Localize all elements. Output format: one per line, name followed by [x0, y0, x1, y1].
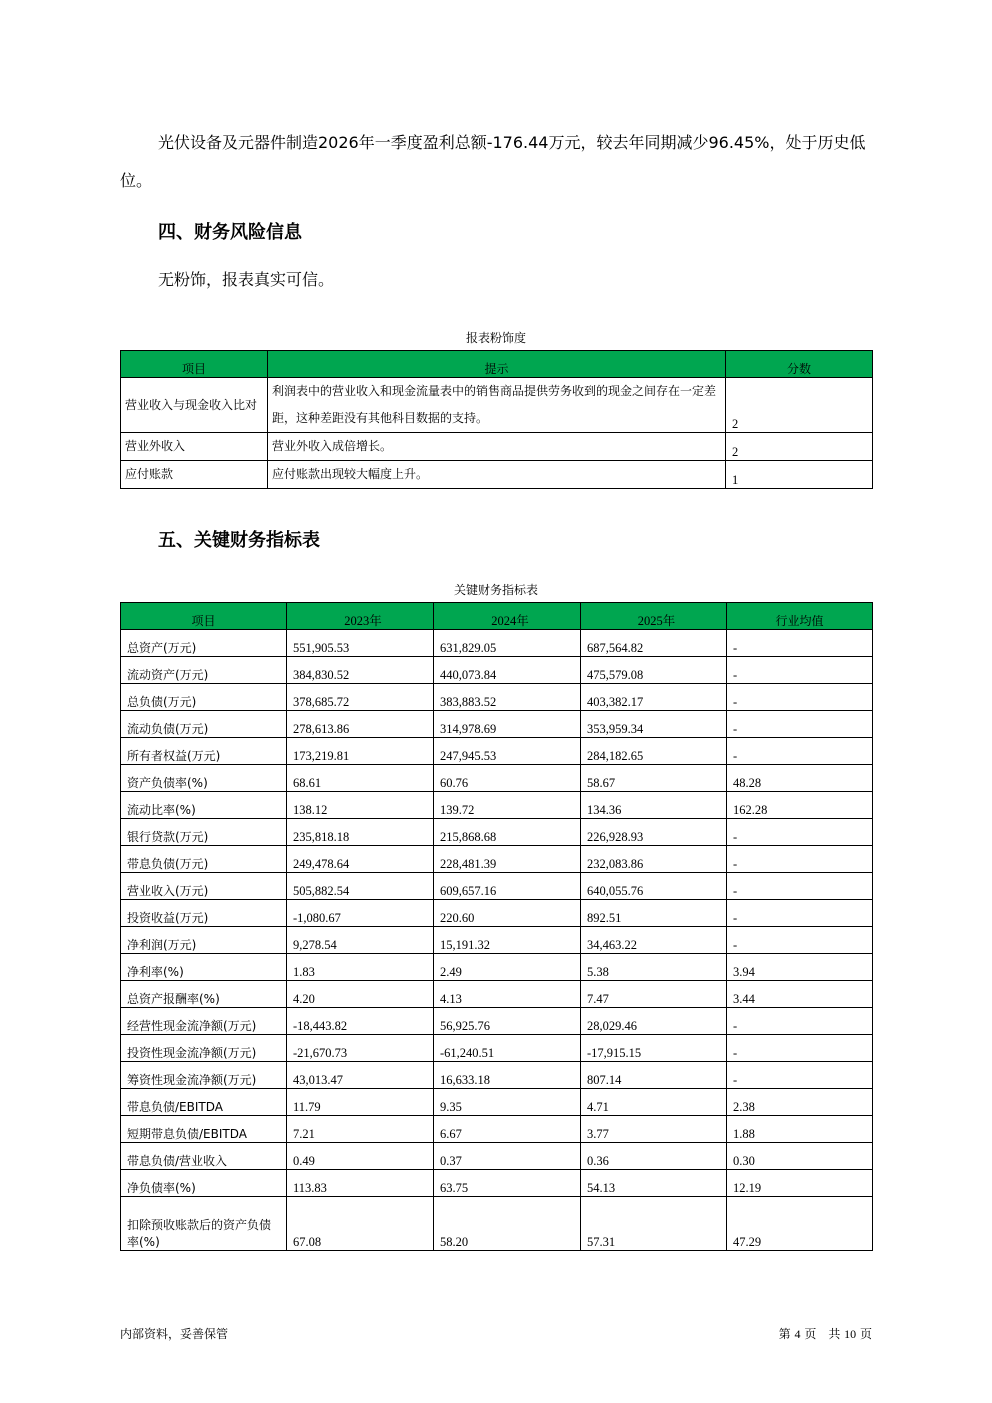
footer-page-current: 4 [794, 1327, 801, 1341]
kpi-header-2023: 2023年 [287, 603, 434, 630]
kpi-header-2024: 2024年 [434, 603, 581, 630]
risk-item-cell: 营业外收入 [121, 433, 268, 461]
kpi-2023-cell: 505,882.54 [287, 873, 434, 900]
kpi-item-cell: 投资收益(万元) [121, 900, 287, 927]
kpi-table-row [121, 819, 873, 846]
kpi-table-row [121, 1089, 873, 1116]
kpi-item-cell: 带息负债/营业收入 [121, 1143, 287, 1170]
kpi-table-row [121, 657, 873, 684]
risk-tip-cell: 利润表中的营业收入和现金流量表中的销售商品提供劳务收到的现金之间存在一定差距，这种差距没有其他科目数据的支持。 [268, 378, 726, 433]
kpi-2025-cell: 3.77 [581, 1116, 727, 1143]
kpi-industry-avg-cell: 48.28 [727, 765, 873, 792]
kpi-2025-cell: 4.71 [581, 1089, 727, 1116]
kpi-industry-avg-cell: 162.28 [727, 792, 873, 819]
kpi-table-header-row [121, 603, 873, 630]
kpi-table-row [121, 927, 873, 954]
kpi-2024-cell: 58.20 [434, 1197, 581, 1251]
footer-page-total: 10 [844, 1327, 857, 1341]
kpi-2023-cell: 67.08 [287, 1197, 434, 1251]
kpi-item-cell: 扣除预收账款后的资产负债率(%) [121, 1197, 287, 1251]
risk-score-cell: 2 [726, 378, 873, 433]
kpi-item-cell: 投资性现金流净额(万元) [121, 1035, 287, 1062]
kpi-item-cell: 净利润(万元) [121, 927, 287, 954]
kpi-item-cell: 流动资产(万元) [121, 657, 287, 684]
risk-table-caption: 报表粉饰度 [465, 331, 526, 345]
footer-page-prefix: 第 [778, 1327, 791, 1341]
kpi-2025-cell: 0.36 [581, 1143, 727, 1170]
kpi-2023-cell: 278,613.86 [287, 711, 434, 738]
risk-header-item: 项目 [121, 351, 268, 378]
kpi-table-row [121, 873, 873, 900]
kpi-2025-cell: 226,928.93 [581, 819, 727, 846]
kpi-item-cell: 流动比率(%) [121, 792, 287, 819]
kpi-industry-avg-cell: - [727, 927, 873, 954]
kpi-2024-cell: 314,978.69 [434, 711, 581, 738]
kpi-2025-cell: 134.36 [581, 792, 727, 819]
kpi-2025-cell: 892.51 [581, 900, 727, 927]
kpi-2023-cell: 4.20 [287, 981, 434, 1008]
kpi-industry-avg-cell: 0.30 [727, 1143, 873, 1170]
kpi-2024-cell: 2.49 [434, 954, 581, 981]
footer-page-mid: 页 共 [804, 1327, 841, 1341]
kpi-industry-avg-cell: 12.19 [727, 1170, 873, 1197]
kpi-2024-cell: 4.13 [434, 981, 581, 1008]
kpi-2023-cell: 384,830.52 [287, 657, 434, 684]
kpi-item-cell: 净利率(%) [121, 954, 287, 981]
kpi-industry-avg-cell: - [727, 1062, 873, 1089]
kpi-2025-cell: -17,915.15 [581, 1035, 727, 1062]
kpi-2023-cell: -18,443.82 [287, 1008, 434, 1035]
kpi-2024-cell: 6.67 [434, 1116, 581, 1143]
footer-confidential-note: 内部资料，妥善保管 [120, 1327, 229, 1341]
risk-item-cell: 应付账款 [121, 461, 268, 489]
kpi-2023-cell: 173,219.81 [287, 738, 434, 765]
kpi-industry-avg-cell: - [727, 900, 873, 927]
kpi-table-caption: 关键财务指标表 [453, 583, 538, 597]
kpi-item-cell: 总资产报酬率(%) [121, 981, 287, 1008]
kpi-industry-avg-cell: - [727, 819, 873, 846]
kpi-2025-cell: 54.13 [581, 1170, 727, 1197]
kpi-2023-cell: 9,278.54 [287, 927, 434, 954]
kpi-2023-cell: 1.83 [287, 954, 434, 981]
kpi-item-cell: 营业收入(万元) [121, 873, 287, 900]
kpi-table-row [121, 846, 873, 873]
kpi-industry-avg-cell: 1.88 [727, 1116, 873, 1143]
kpi-table-row [121, 1008, 873, 1035]
kpi-header-2025: 2025年 [581, 603, 727, 630]
kpi-2025-cell: 28,029.46 [581, 1008, 727, 1035]
kpi-table-row [121, 1035, 873, 1062]
kpi-2023-cell: 11.79 [287, 1089, 434, 1116]
kpi-table-row [121, 954, 873, 981]
kpi-item-cell: 资产负债率(%) [121, 765, 287, 792]
kpi-2025-cell: 807.14 [581, 1062, 727, 1089]
kpi-table-row [121, 792, 873, 819]
kpi-2024-cell: 228,481.39 [434, 846, 581, 873]
kpi-item-cell: 经营性现金流净额(万元) [121, 1008, 287, 1035]
kpi-2024-cell: 440,073.84 [434, 657, 581, 684]
kpi-2025-cell: 232,083.86 [581, 846, 727, 873]
kpi-table-row [121, 981, 873, 1008]
kpi-industry-avg-cell: - [727, 846, 873, 873]
footer-page-number [779, 1325, 872, 1342]
risk-score-cell: 1 [726, 461, 873, 489]
kpi-item-cell: 总资产(万元) [121, 630, 287, 657]
kpi-2024-cell: -61,240.51 [434, 1035, 581, 1062]
kpi-industry-avg-cell: - [727, 873, 873, 900]
kpi-2023-cell: 113.83 [287, 1170, 434, 1197]
kpi-table [120, 602, 873, 1251]
kpi-2023-cell: 249,478.64 [287, 846, 434, 873]
risk-table-row [121, 433, 873, 461]
kpi-item-cell: 银行贷款(万元) [121, 819, 287, 846]
kpi-item-cell: 短期带息负债/EBITDA [121, 1116, 287, 1143]
kpi-2023-cell: 378,685.72 [287, 684, 434, 711]
kpi-item-cell: 带息负债(万元) [121, 846, 287, 873]
kpi-industry-avg-cell: 3.44 [727, 981, 873, 1008]
kpi-table-row [121, 630, 873, 657]
kpi-industry-avg-cell: - [727, 1008, 873, 1035]
kpi-2024-cell: 220.60 [434, 900, 581, 927]
section-heading-financial-risk: 四、财务风险信息 [158, 222, 302, 243]
kpi-2023-cell: 7.21 [287, 1116, 434, 1143]
kpi-item-cell: 筹资性现金流净额(万元) [121, 1062, 287, 1089]
kpi-table-row [121, 738, 873, 765]
kpi-2023-cell: 68.61 [287, 765, 434, 792]
kpi-industry-avg-cell: - [727, 738, 873, 765]
kpi-2024-cell: 60.76 [434, 765, 581, 792]
kpi-2023-cell: 138.12 [287, 792, 434, 819]
kpi-2025-cell: 7.47 [581, 981, 727, 1008]
kpi-header-item: 项目 [121, 603, 287, 630]
risk-summary: 无粉饰，报表真实可信。 [158, 270, 335, 289]
kpi-2024-cell: 0.37 [434, 1143, 581, 1170]
kpi-2023-cell: 43,013.47 [287, 1062, 434, 1089]
section-heading-key-indicators: 五、关键财务指标表 [158, 530, 320, 551]
kpi-industry-avg-cell: - [727, 657, 873, 684]
kpi-2025-cell: 57.31 [581, 1197, 727, 1251]
kpi-2025-cell: 5.38 [581, 954, 727, 981]
kpi-header-industry-avg: 行业均值 [727, 603, 873, 630]
kpi-2023-cell: 235,818.18 [287, 819, 434, 846]
kpi-2025-cell: 284,182.65 [581, 738, 727, 765]
risk-table-header-row [121, 351, 873, 378]
kpi-industry-avg-cell: - [727, 630, 873, 657]
kpi-item-cell: 净负债率(%) [121, 1170, 287, 1197]
kpi-2024-cell: 15,191.32 [434, 927, 581, 954]
kpi-table-row [121, 684, 873, 711]
risk-tip-cell: 营业外收入成倍增长。 [268, 433, 726, 461]
kpi-2024-cell: 16,633.18 [434, 1062, 581, 1089]
kpi-2023-cell: -1,080.67 [287, 900, 434, 927]
risk-header-tip: 提示 [268, 351, 726, 378]
kpi-2024-cell: 215,868.68 [434, 819, 581, 846]
kpi-2024-cell: 56,925.76 [434, 1008, 581, 1035]
kpi-table-row [121, 1197, 873, 1251]
kpi-item-cell: 所有者权益(万元) [121, 738, 287, 765]
kpi-item-cell: 总负债(万元) [121, 684, 287, 711]
kpi-industry-avg-cell: - [727, 684, 873, 711]
kpi-2024-cell: 383,883.52 [434, 684, 581, 711]
kpi-industry-avg-cell: - [727, 1035, 873, 1062]
kpi-industry-avg-cell: 3.94 [727, 954, 873, 981]
risk-score-cell: 2 [726, 433, 873, 461]
kpi-table-row [121, 1062, 873, 1089]
kpi-industry-avg-cell: 2.38 [727, 1089, 873, 1116]
risk-table-row [121, 378, 873, 433]
kpi-table-row [121, 711, 873, 738]
kpi-2024-cell: 139.72 [434, 792, 581, 819]
kpi-2023-cell: -21,670.73 [287, 1035, 434, 1062]
risk-table [120, 350, 873, 489]
kpi-2025-cell: 353,959.34 [581, 711, 727, 738]
risk-tip-cell: 应付账款出现较大幅度上升。 [268, 461, 726, 489]
kpi-table-row [121, 1143, 873, 1170]
footer-page-suffix: 页 [859, 1327, 872, 1341]
kpi-table-row [121, 1170, 873, 1197]
risk-table-row [121, 461, 873, 489]
kpi-table-row [121, 900, 873, 927]
kpi-table-row [121, 1116, 873, 1143]
kpi-2024-cell: 247,945.53 [434, 738, 581, 765]
kpi-2024-cell: 63.75 [434, 1170, 581, 1197]
kpi-2023-cell: 0.49 [287, 1143, 434, 1170]
kpi-2025-cell: 34,463.22 [581, 927, 727, 954]
kpi-item-cell: 流动负债(万元) [121, 711, 287, 738]
kpi-2025-cell: 640,055.76 [581, 873, 727, 900]
kpi-table-row [121, 765, 873, 792]
kpi-2024-cell: 9.35 [434, 1089, 581, 1116]
kpi-2025-cell: 58.67 [581, 765, 727, 792]
kpi-2025-cell: 403,382.17 [581, 684, 727, 711]
kpi-item-cell: 带息负债/EBITDA [121, 1089, 287, 1116]
risk-header-score: 分数 [726, 351, 873, 378]
kpi-2025-cell: 475,579.08 [581, 657, 727, 684]
kpi-2025-cell: 687,564.82 [581, 630, 727, 657]
kpi-2024-cell: 631,829.05 [434, 630, 581, 657]
kpi-2023-cell: 551,905.53 [287, 630, 434, 657]
kpi-2024-cell: 609,657.16 [434, 873, 581, 900]
kpi-industry-avg-cell: - [727, 711, 873, 738]
risk-item-cell: 营业收入与现金收入比对 [121, 378, 268, 433]
intro-paragraph: 光伏设备及元器件制造2026年一季度盈利总额-176.44万元，较去年同期减少96.45%，处于历史低位。 [120, 133, 866, 190]
kpi-industry-avg-cell: 47.29 [727, 1197, 873, 1251]
